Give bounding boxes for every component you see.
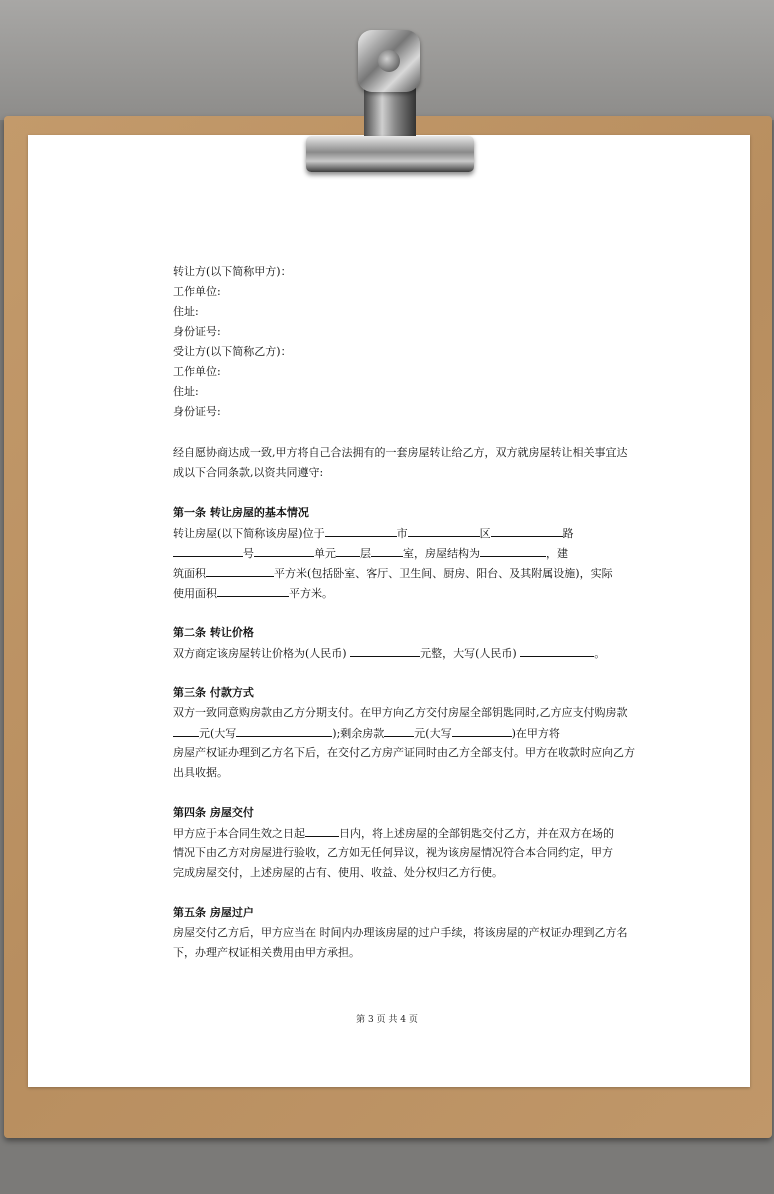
text: 号 [243,547,254,560]
blank-field [206,563,274,577]
article-4-title: 第四条 房屋交付 [173,806,254,819]
article-4-line: 完成房屋交付，上述房屋的占有、使用、收益、处分权归乙方行使。 [173,866,503,879]
party-line: 身份证号: [173,325,221,338]
text: 层 [360,547,371,560]
article-3-line: 双方一致同意购房款由乙方分期支付。在甲方向乙方交付房屋全部钥匙同时,乙方应支付购房款 [173,706,628,719]
text: 日内，将上述房屋的全部钥匙交付乙方，并在双方在场的 [339,827,614,840]
text: 元(大写 [414,727,452,740]
blank-field [491,523,563,537]
contract-text [173,262,635,963]
article-2-line [173,643,605,663]
blank-field [480,543,546,557]
intro-line: 成以下合同条款,以资共同遵守: [173,466,324,479]
blank-field [452,723,512,737]
blank-field [408,523,480,537]
article-5-line: 下，办理产权证相关费用由甲方承担。 [173,946,360,959]
blank-field [236,723,332,737]
blank-field [173,723,199,737]
blank-field [325,523,397,537]
article-1-line [173,563,613,583]
text: 甲方应于本合同生效之日起 [173,827,305,840]
text: 使用面积 [173,587,217,600]
article-3-line: 房屋产权证办理到乙方名下后，在交付乙方房产证同时由乙方全部支付。甲方在收款时应向乙方 [173,746,635,759]
party-line: 工作单位: [173,285,221,298]
intro-line: 经自愿协商达成一致,甲方将自己合法拥有的一套房屋转让给乙方，双方就房屋转让相关事宜达 [173,446,628,459]
blank-field [520,643,594,657]
article-3-line [173,723,605,743]
blank-field [371,543,403,557]
party-line: 工作单位: [173,365,221,378]
text: );剩余房款 [332,727,385,740]
clip-bar [306,136,474,172]
clip-hole [378,50,400,72]
text: ，建 [546,547,568,560]
page-number: 第 3 页 共 4 页 [356,1015,418,1025]
blank-field [173,543,243,557]
text: 元整，大写(人民币) [420,647,521,660]
text: 筑面积 [173,567,206,580]
text: 元(大写 [199,727,237,740]
article-4-line [173,823,614,843]
text: 市 [396,527,408,540]
text: 室，房屋结构为 [403,547,480,560]
blank-field [384,723,414,737]
blank-field [217,583,289,597]
blank-field [336,543,360,557]
text: 单元 [314,547,336,560]
blank-field [350,643,420,657]
article-3-title: 第三条 付款方式 [173,686,254,699]
text: 区 [479,527,491,540]
article-1-line [173,543,605,563]
clip-neck [364,84,416,144]
article-4-line: 情况下由乙方对房屋进行验收，乙方如无任何异议，视为该房屋情况符合本合同约定，甲方 [173,846,613,859]
article-2-title: 第二条 转让价格 [173,626,254,639]
article-1-line [173,583,605,603]
party-line: 受让方(以下简称乙方)： [173,345,292,358]
text: 转让房屋(以下简称该房屋)位于 [173,527,325,540]
article-1-title: 第一条 转让房屋的基本情况 [173,506,309,519]
text: 平方米。 [289,587,333,600]
article-5-line: 房屋交付乙方后，甲方应当在 时间内办理该房屋的过户手续，将该房屋的产权证办理到乙方名 [173,926,628,939]
text: )在甲方将 [511,727,560,740]
article-5-title: 第五条 房屋过户 [173,906,254,919]
text: 路 [562,527,574,540]
article-1-line [173,523,605,543]
text: 。 [594,647,606,660]
blank-field [254,543,314,557]
article-3-line: 出具收据。 [173,766,228,779]
text: 平方米(包括卧室、客厅、卫生间、厨房、阳台、及其附属设施)，实际 [274,567,613,580]
text: 双方商定该房屋转让价格为(人民币) [173,647,351,660]
party-line: 身份证号: [173,405,221,418]
party-line: 转让方(以下简称甲方)： [173,265,292,278]
party-line: 住址: [173,385,199,398]
party-line: 住址: [173,305,199,318]
blank-field [305,823,339,837]
